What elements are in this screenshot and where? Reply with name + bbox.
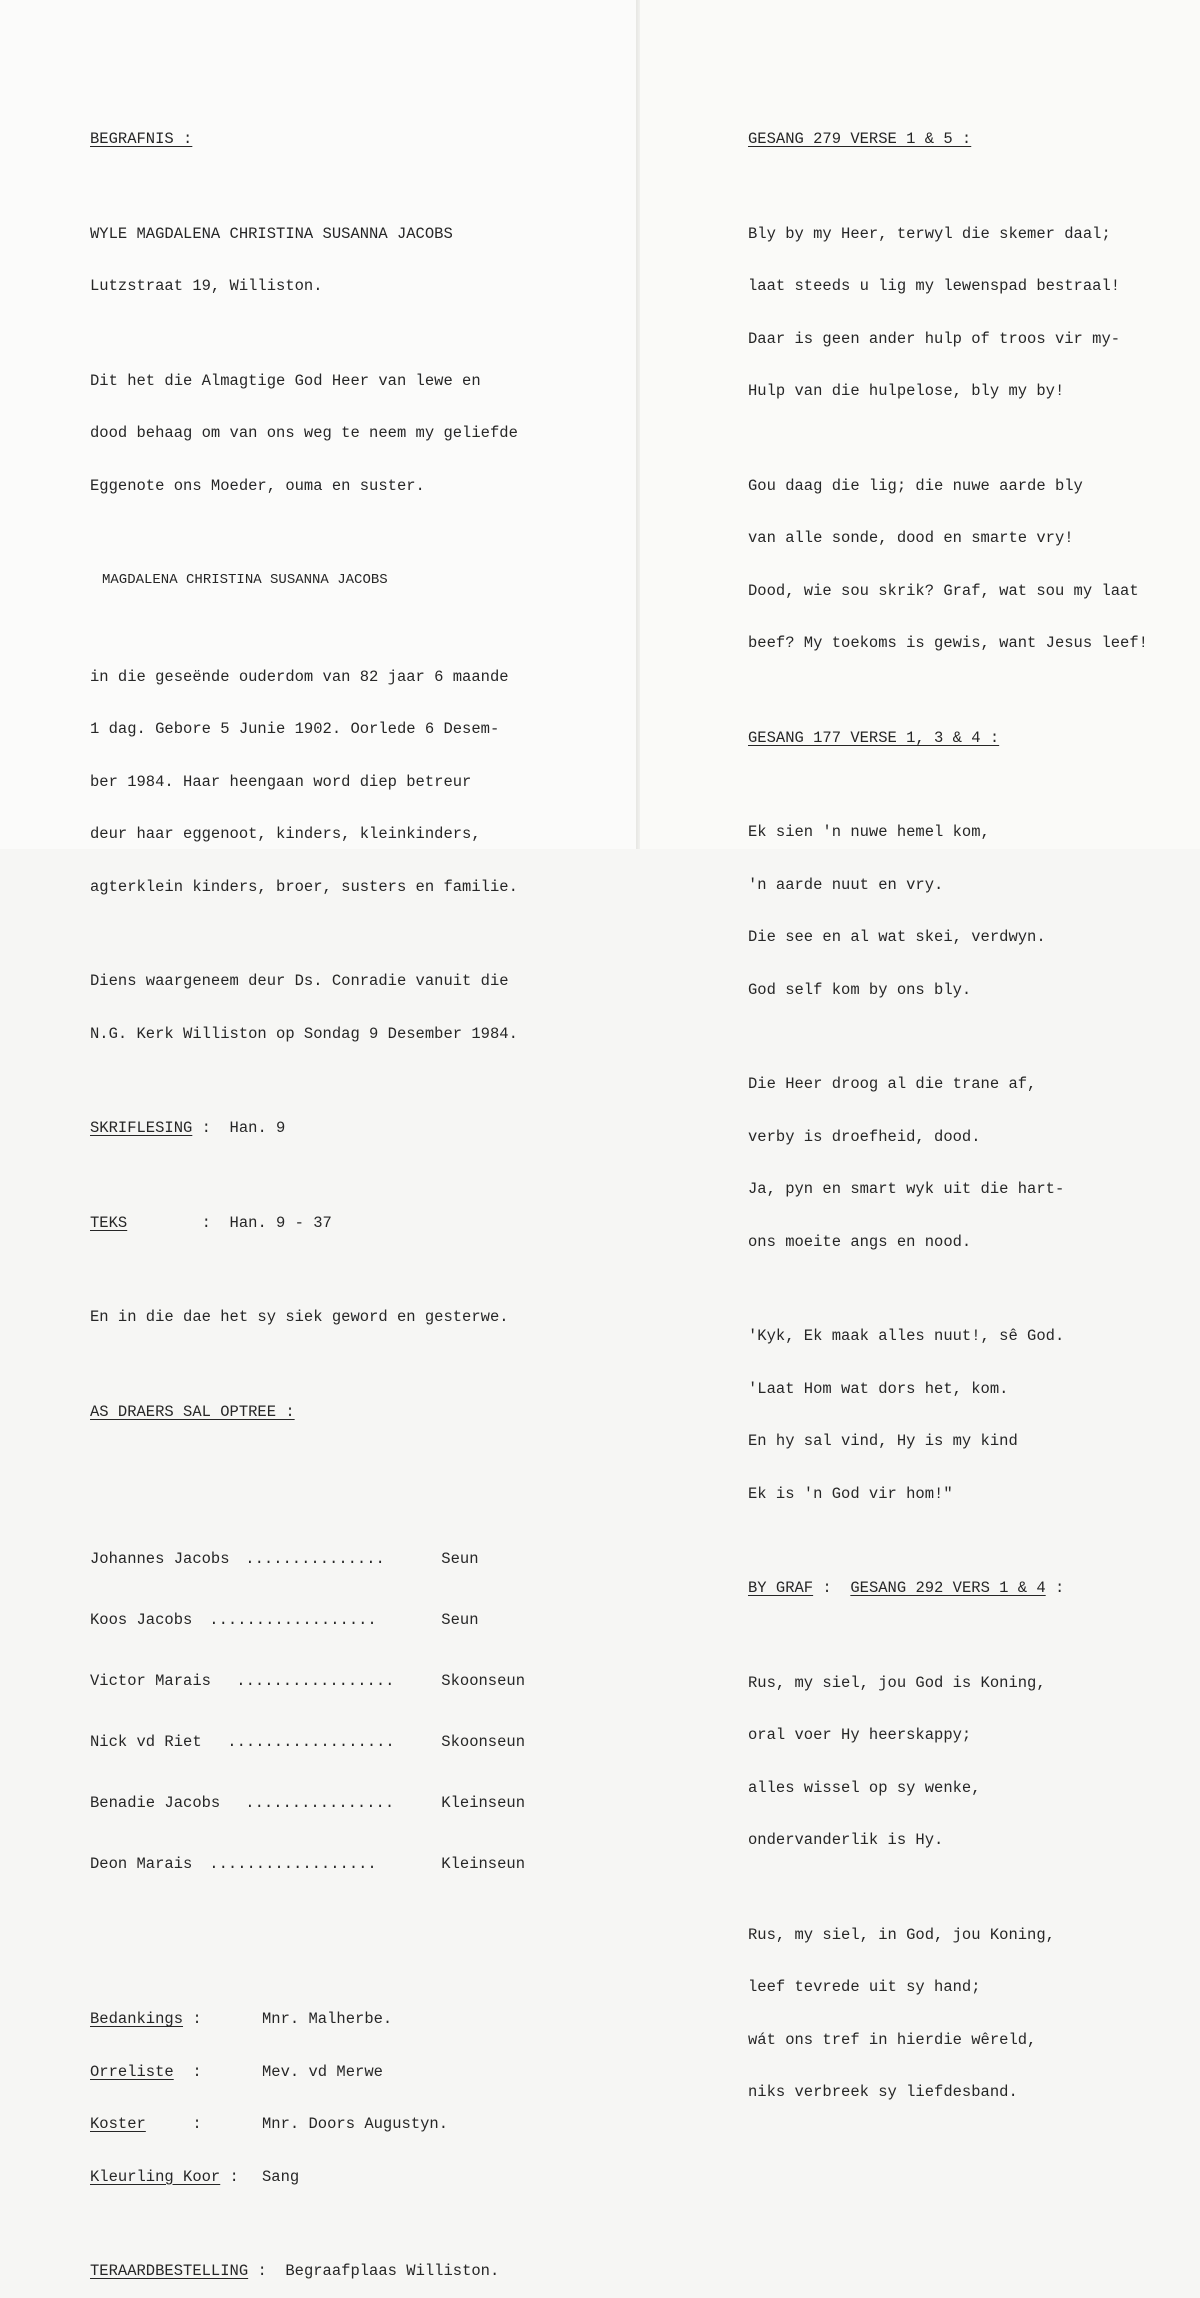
hymn-line: Ek sien 'n nuwe hemel kom, [748,823,990,841]
bearers-list [90,1516,525,1917]
role-row: Orreliste : Mev. vd Merwe [90,2062,383,2081]
hymn-line: Ek is 'n God vir hom!" [748,1484,953,1503]
bearer-row: Victor Marais ................. Skoonseun [90,1671,526,1690]
hymn-line: Rus, my siel, in God, jou Koning, [748,1925,1055,1944]
grave-heading: BY GRAF : GESANG 292 VERS 1 & 4 : [748,1579,1065,1597]
hymn-heading: GESANG 279 VERSE 1 & 5 : [748,130,972,148]
burial-line [90,2263,525,2281]
hymn-line: Ja, pyn en smart wyk uit die hart- [748,1180,1065,1198]
hymn-line: Rus, my siel, jou God is Koning, [748,1673,1046,1692]
service-line: Diens waargeneem deur Ds. Conradie vanuit die [90,972,509,990]
hymn-heading: GESANG 292 VERS 1 & 4 [850,1579,1046,1597]
details-line: in die geseënde ouderdom van 82 jaar 6 maande [90,667,509,686]
grave-label: BY GRAF [748,1579,814,1597]
hymn-line: Die Heer droog al die trane af, [748,1075,1037,1093]
hymn-line: beef? My toekoms is gewis, want Jesus leef! [748,634,1148,652]
intro-line: Dit het die Almagtige God Heer van lewe en [90,371,481,390]
text-value: : Han. 9 - 37 [201,1213,332,1232]
hymn-line: 'n aarde nuut en vry. [748,875,944,894]
hymn-line: oral voer Hy heerskappy; [748,1726,972,1744]
hymn-line: verby is droefheid, dood. [748,1127,981,1146]
role-row: Koster : Mnr. Doors Augustyn. [90,2115,449,2133]
left-column [90,96,525,2298]
intro-line: Eggenote ons Moeder, ouma en suster. [90,476,425,495]
full-name: MAGDALENA CHRISTINA SUSANNA JACOBS [102,572,388,588]
scripture-value: : Han. 9 [201,1119,286,1137]
scripture-reading [90,1120,525,1138]
bearer-row: Johannes Jacobs ............... Seun [90,1549,479,1568]
scripture-label: SKRIFLESING [90,1119,193,1137]
bearer-row: Deon Marais .................. Kleinseun [90,1854,526,1873]
details-line: 1 dag. Gebore 5 Junie 1902. Oorlede 6 Desem- [90,720,500,738]
role-row: Kleurling Koor : Sang [90,2167,300,2186]
details-line: agterklein kinders, broer, susters en familie. [90,877,518,896]
service-line: N.G. Kerk Williston op Sondag 9 Desember 1984. [90,1024,518,1043]
hymn-line: wát ons tref in hierdie wêreld, [748,2030,1037,2049]
hymn-line: Daar is geen ander hulp of troos vir my- [748,329,1121,348]
hymn-line: 'Kyk, Ek maak alles nuut!, sê God. [748,1327,1065,1345]
funeral-heading: BEGRAFNIS : [90,130,193,148]
role-row: Bedankings : Mnr. Malherbe. [90,2010,393,2028]
bearer-row: Koos Jacobs .................. Seun [90,1610,479,1629]
hymn-line: 'Laat Hom wat dors het, kom. [748,1379,1009,1398]
hymn-line: Hulp van die hulpelose, bly my by! [748,382,1065,400]
text-label: TEKS [90,1213,128,1232]
hymn-line: ons moeite angs en nood. [748,1232,972,1251]
hymn-line: En hy sal vind, Hy is my kind [748,1432,1018,1450]
details-line: ber 1984. Haar heengaan word diep betreur [90,772,472,791]
hymn-line: ondervanderlik is Hy. [748,1831,944,1849]
bearers-heading: AS DRAERS SAL OPTREE : [90,1402,295,1421]
hymn-heading: GESANG 177 VERSE 1, 3 & 4 : [748,728,1000,747]
deceased-name: WYLE MAGDALENA CHRISTINA SUSANNA JACOBS [90,224,453,243]
hymn-line: Die see en al wat skei, verdwyn. [748,928,1046,946]
bearer-row: Nick vd Riet .................. Skoonseun [90,1732,526,1751]
details-line: deur haar eggenoot, kinders, kleinkinders, [90,825,481,843]
burial-value: : Begraafplaas Williston. [248,2262,500,2280]
burial-label: TERAARDBESTELLING [90,2262,249,2280]
intro-line: dood behaag om van ons weg te neem my geliefde [90,424,518,442]
hymn-line: leef tevrede uit sy hand; [748,1978,981,1996]
bearer-row: Benadie Jacobs ................ Kleinseun [90,1793,526,1812]
hymn-line: Gou daag die lig; die nuwe aarde bly [748,476,1083,495]
hymn-line: alles wissel op sy wenke, [748,1778,981,1797]
hymn-line: Bly by my Heer, terwyl die skemer daal; [748,224,1111,243]
hymn-line: van alle sonde, dood en smarte vry! [748,529,1074,547]
right-column [748,96,1148,2119]
hymn-line: niks verbreek sy liefdesband. [748,2083,1018,2101]
address: Lutzstraat 19, Williston. [90,277,323,295]
text-reference [90,1215,525,1233]
hymn-line: Dood, wie sou skrik? Graf, wat sou my laat [748,581,1139,600]
verse-text: En in die dae het sy siek geword en gesterwe. [90,1308,509,1326]
hymn-line: God self kom by ons bly. [748,980,972,999]
hymn-line: laat steeds u lig my lewenspad bestraal! [748,277,1121,295]
